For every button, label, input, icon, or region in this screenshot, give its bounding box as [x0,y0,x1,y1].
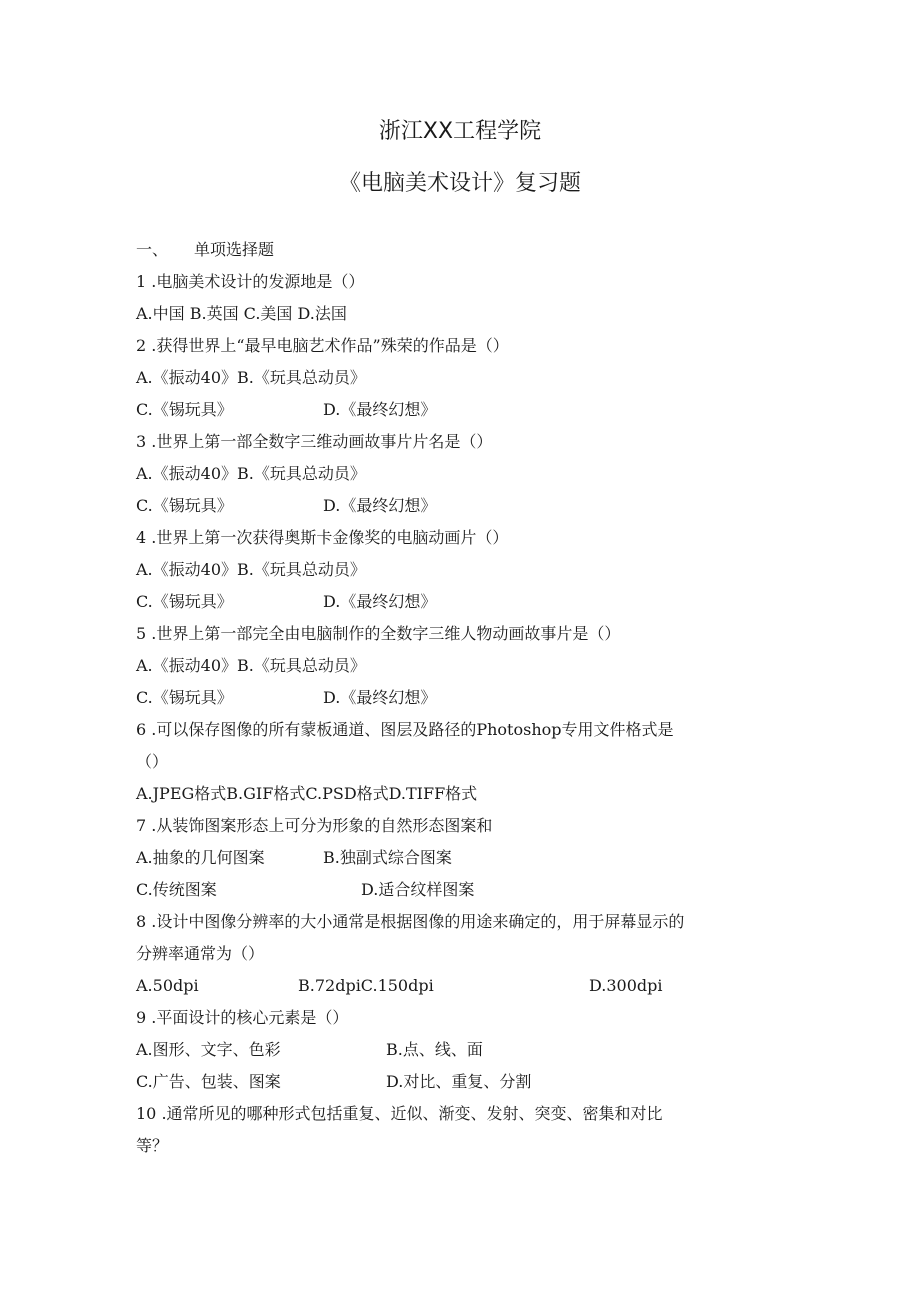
question-9-option-a: A.图形、文字、色彩 [136,1040,281,1059]
question-2-option-c: C.《锡玩具》 [136,400,233,419]
question-6-options: A.JPEG格式B.GIF格式C.PSD格式D.TIFF格式 [136,784,478,803]
question-1: 1 .电脑美术设计的发源地是（） [136,272,365,291]
question-6-continued: （） [136,752,169,771]
question-8: 8 .设计中图像分辨率的大小通常是根据图像的用途来确定的，用于屏幕显示的 [136,912,685,931]
question-5-option-d: D.《最终幻想》 [323,688,437,707]
question-5-options-ab: A.《振动40》B.《玩具总动员》 [136,656,366,675]
question-2: 2 .获得世界上“最早电脑艺术作品”殊荣的作品是（） [136,336,509,355]
question-3-option-c: C.《锡玩具》 [136,496,233,515]
question-4-options-ab: A.《振动40》B.《玩具总动员》 [136,560,366,579]
question-5-option-c: C.《锡玩具》 [136,688,233,707]
section-label: 单项选择题 [194,240,275,259]
question-7-option-d: D.适合纹样图案 [361,880,475,899]
question-3-options-ab: A.《振动40》B.《玩具总动员》 [136,464,366,483]
question-8-option-bc: B.72dpiC.150dpi [298,976,434,995]
section-heading [136,239,274,261]
question-4-option-d: D.《最终幻想》 [323,592,437,611]
question-8-option-a: A.50dpi [136,976,199,995]
question-9-option-c: C.广告、包装、图案 [136,1072,281,1091]
question-1-options: A.中国 B.英国 C.美国 D.法国 [136,304,347,323]
question-9-option-b: B.点、线、面 [386,1040,483,1059]
question-2-option-d: D.《最终幻想》 [323,400,437,419]
question-9-option-d: D.对比、重复、分割 [386,1072,532,1091]
question-8-option-d: D.300dpi [589,976,663,995]
question-10-continued: 等？ [136,1136,169,1155]
question-7-option-a: A.抽象的几何图案 [136,848,265,867]
school-title: 浙江XX工程学院 [378,119,542,144]
question-9: 9 .平面设计的核心元素是（） [136,1008,349,1027]
section-number: 一、 [136,240,169,259]
question-7-option-b: B.独副式综合图案 [323,848,452,867]
question-4: 4 .世界上第一次获得奥斯卡金像奖的电脑动画片（） [136,528,509,547]
question-6: 6 .可以保存图像的所有蒙板通道、图层及路径的Photoshop专用文件格式是 [136,720,674,739]
question-7: 7 .从装饰图案形态上可分为形象的自然形态图案和 [136,816,493,835]
question-2-options-ab: A.《振动40》B.《玩具总动员》 [136,368,366,387]
exam-title: 《电脑美术设计》复习题 [338,171,581,196]
question-3-option-d: D.《最终幻想》 [323,496,437,515]
question-10: 10 .通常所见的哪种形式包括重复、近似、渐变、发射、突变、密集和对比 [136,1104,663,1123]
question-4-option-c: C.《锡玩具》 [136,592,233,611]
question-8-continued: 分辨率通常为（） [136,944,265,963]
question-3: 3 .世界上第一部全数字三维动画故事片片名是（） [136,432,493,451]
question-5: 5 .世界上第一部完全由电脑制作的全数字三维人物动画故事片是（） [136,624,621,643]
question-7-option-c: C.传统图案 [136,880,217,899]
